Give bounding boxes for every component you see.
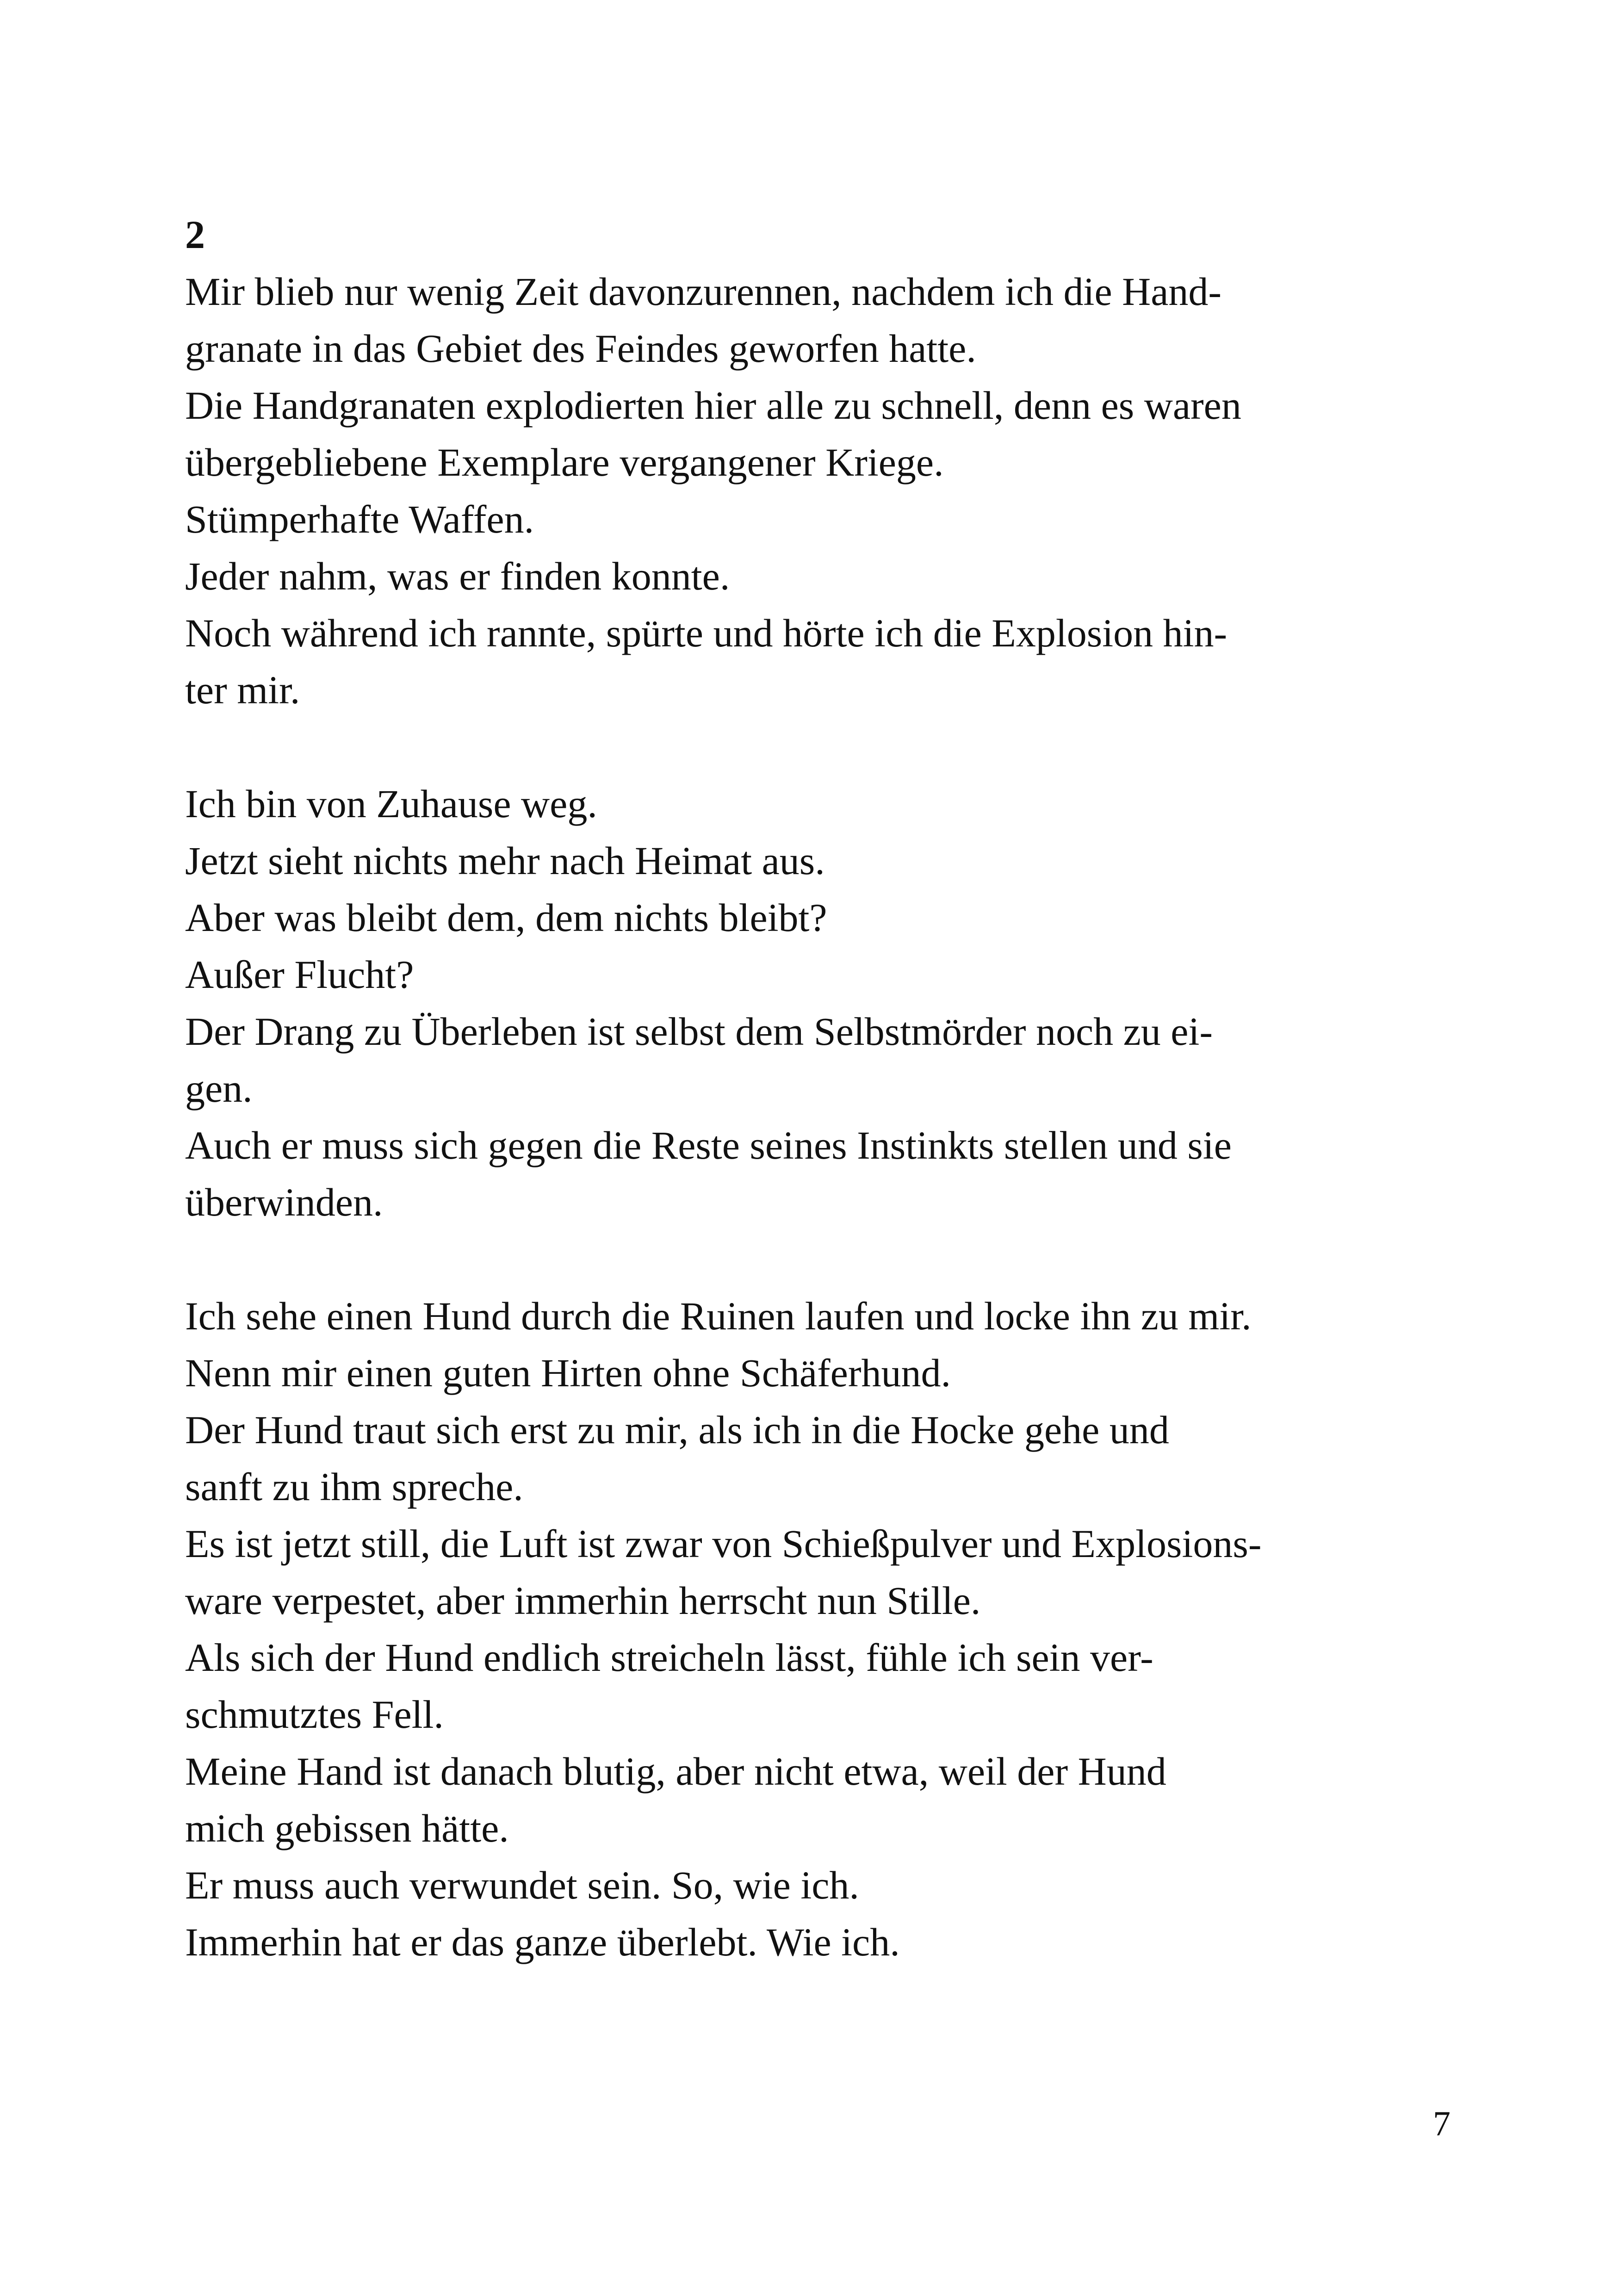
text-line: Jeder nahm, was er finden konnte. <box>185 554 730 598</box>
text-line: Aber was bleibt dem, dem nichts bleibt? <box>185 895 827 940</box>
text-line: mich gebissen hätte. <box>185 1806 509 1850</box>
paragraph-break <box>185 1231 1462 1288</box>
text-line: Der Drang zu Überleben ist selbst dem Selbstmörder noch zu ei- <box>185 1009 1213 1054</box>
text-line: Der Hund traut sich erst zu mir, als ich in die Hocke gehe und <box>185 1408 1169 1452</box>
text-line: Die Handgranaten explodierten hier alle zu schnell, denn es waren <box>185 383 1241 428</box>
text-line: sanft zu ihm spreche. <box>185 1464 523 1509</box>
text-line: Es ist jetzt still, die Luft ist zwar von Schießpulver und Explosions- <box>185 1521 1262 1566</box>
text-line: Meine Hand ist danach blutig, aber nicht etwa, weil der Hund <box>185 1749 1166 1793</box>
text-line: Auch er muss sich gegen die Reste seines Instinkts stellen und sie <box>185 1123 1232 1167</box>
text-line: ware verpestet, aber immerhin herrscht nun Stille. <box>185 1578 981 1623</box>
paragraph-container <box>185 263 1462 1971</box>
text-line: ter mir. <box>185 668 300 712</box>
text-line: schmutztes Fell. <box>185 1692 444 1737</box>
paragraph <box>185 1288 1462 1971</box>
chapter-number: 2 <box>185 212 205 257</box>
paragraph-break <box>185 719 1462 776</box>
text-line: Immerhin hat er das ganze überlebt. Wie ich. <box>185 1920 900 1964</box>
text-line: Außer Flucht? <box>185 952 414 997</box>
paragraph <box>185 263 1462 719</box>
chapter-body <box>185 206 1462 1971</box>
text-line: Stümperhafte Waffen. <box>185 497 534 541</box>
text-line: gen. <box>185 1066 253 1111</box>
text-line: Jetzt sieht nichts mehr nach Heimat aus. <box>185 838 825 883</box>
text-line: Er muss auch verwundet sein. So, wie ich. <box>185 1863 859 1907</box>
text-line: granate in das Gebiet des Feindes geworfen hatte. <box>185 326 976 371</box>
text-line: übergebliebene Exemplare vergangener Kriege. <box>185 440 944 484</box>
text-line: Mir blieb nur wenig Zeit davonzurennen, nachdem ich die Hand- <box>185 269 1222 314</box>
paragraph <box>185 776 1462 1231</box>
page-number: 7 <box>1433 2104 1451 2143</box>
text-line: Noch während ich rannte, spürte und hörte ich die Explosion hin- <box>185 611 1227 655</box>
text-line: Nenn mir einen guten Hirten ohne Schäferhund. <box>185 1351 951 1395</box>
text-line: Ich bin von Zuhause weg. <box>185 782 597 826</box>
text-line: überwinden. <box>185 1180 383 1224</box>
text-line: Ich sehe einen Hund durch die Ruinen laufen und locke ihn zu mir. <box>185 1294 1252 1338</box>
text-line: Als sich der Hund endlich streicheln lässt, fühle ich sein ver- <box>185 1635 1153 1680</box>
